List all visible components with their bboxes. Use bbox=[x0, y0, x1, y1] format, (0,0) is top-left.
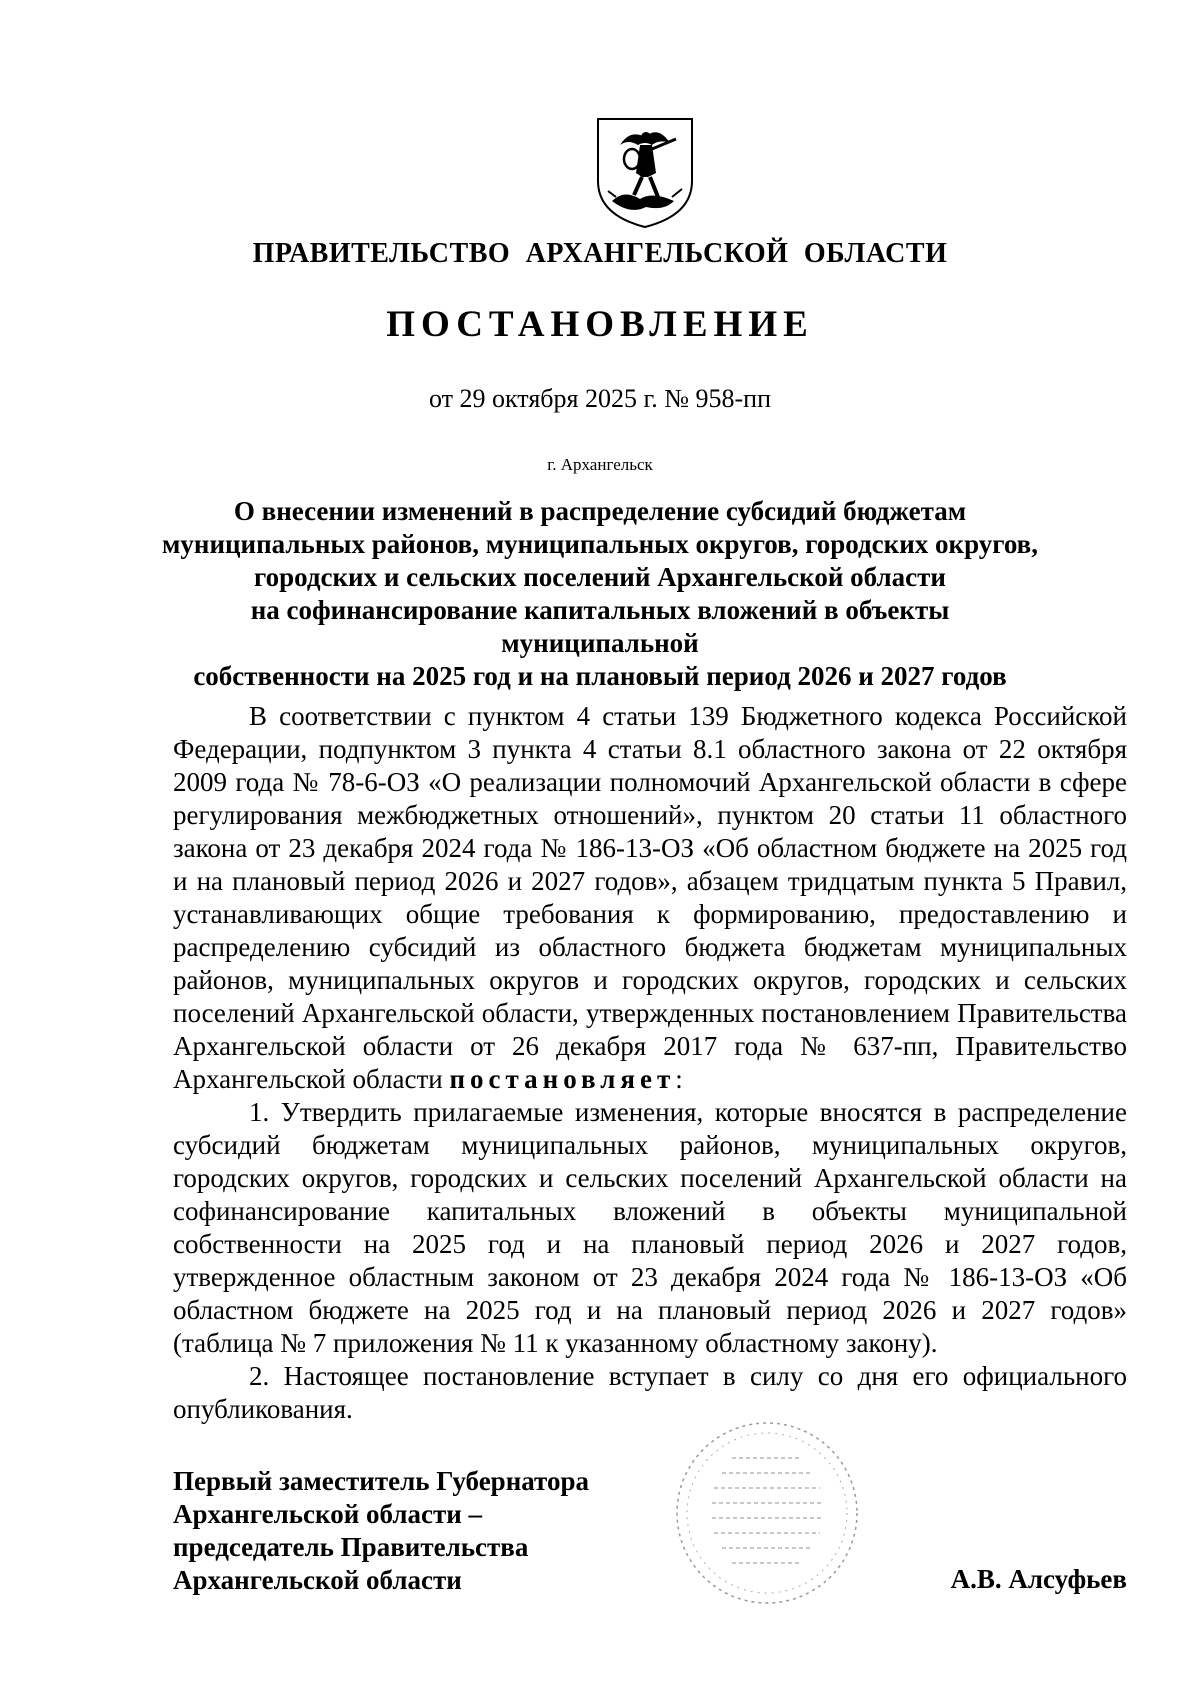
coat-of-arms-icon bbox=[590, 115, 700, 230]
position-line: Архангельской области – bbox=[173, 1499, 483, 1529]
title-line: О внесении изменений в распределение субсидий бюджетам bbox=[233, 496, 967, 526]
position-line: Архангельской области bbox=[173, 1565, 462, 1595]
document-city: г. Архангельск bbox=[547, 455, 653, 474]
decree-colon: : bbox=[675, 1064, 683, 1094]
title-line: на софинансирование капитальных вложений в объекты муниципальной bbox=[250, 595, 950, 658]
preamble-paragraph bbox=[173, 700, 1127, 1096]
title-line: собственности на 2025 год и на плановый период 2026 и 2027 годов bbox=[193, 661, 1007, 691]
document-date-number: от 29 октября 2025 г. № 958-пп bbox=[429, 384, 771, 413]
position-line: Первый заместитель Губернатора bbox=[173, 1466, 589, 1496]
signatory-position bbox=[173, 1465, 693, 1597]
document-title bbox=[150, 495, 1050, 693]
signatory-name: А.В. Алсуфьев bbox=[950, 1564, 1127, 1594]
title-line: муниципальных районов, муниципальных округов, городских округов, bbox=[162, 529, 1038, 559]
decree-word: постановляет bbox=[449, 1064, 676, 1094]
preamble-text: В соответствии с пунктом 4 статьи 139 Бюджетного кодекса Российской Федерации, подпунктом 3 пункта 4 статьи 8.1 областного закона от 22 октября 2009 года № 78-6-ОЗ «О реализации полномочий Архангельской области в сфере регулирования межбюджетных отношений», пунктом 20 статьи 11 областного закона от 23 декабря 2024 года № 186-13-ОЗ «Об областном бюджете на 2025 год и на плановый период 2026 и 2027 годов», абзацем тридцатым пункта 5 Правил, устанавливающих общие требования к формированию, предоставлению и распределению субсидий из областного бюджета бюджетам муниципальных районов, муниципальных округов и городских округов, городских и сельских поселений Архангельской области, утвержденных постановлением Правительства Архангельской области от 26 декабря 2017 года № 637-пп, Правительство Архангельской области bbox=[173, 701, 1127, 1094]
document-body bbox=[173, 700, 1127, 1426]
title-line: городских и сельских поселений Архангельской области bbox=[254, 562, 946, 592]
document-type: ПОСТАНОВЛЕНИЕ bbox=[386, 304, 814, 345]
position-line: председатель Правительства bbox=[173, 1532, 529, 1562]
item-2-paragraph: 2. Настоящее постановление вступает в силу со дня его официального опубликования. bbox=[173, 1361, 1127, 1424]
digital-signature-seal-icon bbox=[672, 1418, 862, 1608]
organization-name: ПРАВИТЕЛЬСТВО АРХАНГЕЛЬСКОЙ ОБЛАСТИ bbox=[252, 238, 948, 269]
item-1-paragraph: 1. Утвердить прилагаемые изменения, которые вносятся в распределение субсидий бюджетам муниципальных районов, муниципальных округов, городских округов, городских и сельских поселений Архангельской области на софинансирование капитальных вложений в объекты муниципальной собственности на 2025 год и на плановый период 2026 и 2027 годов, утвержденное областным законом от 23 декабря 2024 года № 186-13-ОЗ «Об областном бюджете на 2025 год и на плановый период 2026 и 2027 годов» (таблица № 7 приложения № 11 к указанному областному закону). bbox=[173, 1097, 1127, 1358]
